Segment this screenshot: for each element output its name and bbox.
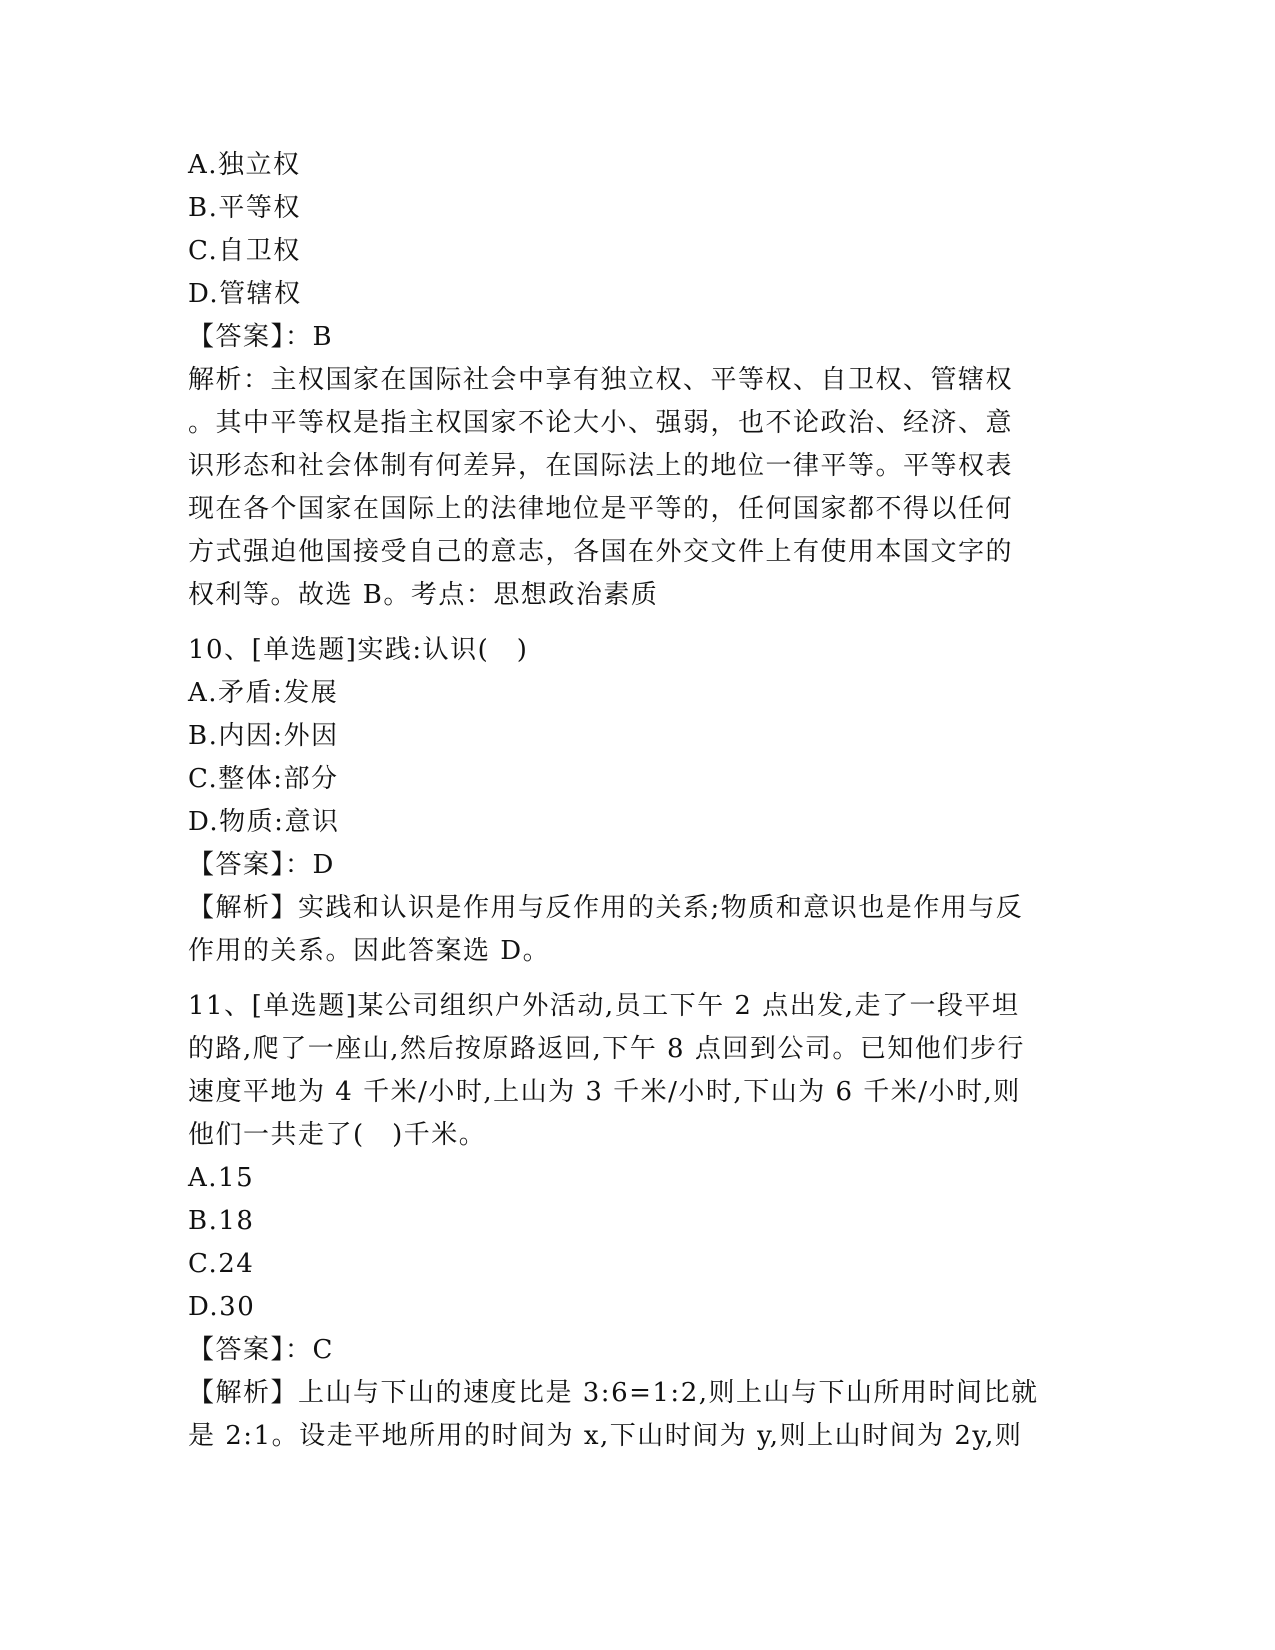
analysis-line: 现在各个国家在国际上的法律地位是平等的，任何国家都不得以任何 bbox=[188, 494, 1014, 524]
answer: 【答案】：D bbox=[188, 850, 335, 880]
analysis-line: 。其中平等权是指主权国家不论大小、强弱，也不论政治、经济、意 bbox=[188, 408, 1014, 438]
option-d: D.物质:意识 bbox=[188, 807, 340, 837]
question-stem: 他们一共走了( )千米。 bbox=[188, 1120, 487, 1150]
spacer bbox=[188, 617, 1068, 629]
question-9 bbox=[188, 144, 1068, 617]
question-10 bbox=[188, 629, 1068, 973]
question-stem: 的路,爬了一座山,然后按原路返回,下午 8 点回到公司。已知他们步行 bbox=[188, 1034, 1025, 1064]
option-b: B.18 bbox=[188, 1206, 255, 1236]
page-content bbox=[188, 144, 1068, 1458]
question-11 bbox=[188, 985, 1068, 1458]
analysis-line: 方式强迫他国接受自己的意志，各国在外交文件上有使用本国文字的 bbox=[188, 537, 1014, 567]
spacer bbox=[188, 973, 1068, 985]
option-c: C.24 bbox=[188, 1249, 255, 1279]
option-a: A.15 bbox=[188, 1163, 255, 1193]
analysis-line: 解析：主权国家在国际社会中享有独立权、平等权、自卫权、管辖权 bbox=[188, 365, 1014, 395]
option-d: D.管辖权 bbox=[188, 279, 302, 309]
answer: 【答案】：C bbox=[188, 1335, 334, 1365]
option-a: A.独立权 bbox=[188, 150, 301, 180]
analysis-line: 识形态和社会体制有何差异，在国际法上的地位一律平等。平等权表 bbox=[188, 451, 1014, 481]
option-b: B.平等权 bbox=[188, 193, 301, 223]
analysis-line: 是 2:1。设走平地所用的时间为 x,下山时间为 y,则上山时间为 2y,则 bbox=[188, 1421, 1023, 1451]
option-b: B.内因:外因 bbox=[188, 721, 339, 751]
analysis-line: 【解析】上山与下山的速度比是 3:6=1:2,则上山与下山所用时间比就 bbox=[188, 1378, 1039, 1408]
analysis-line: 权利等。故选 B。考点：思想政治素质 bbox=[188, 580, 659, 610]
answer: 【答案】：B bbox=[188, 322, 334, 352]
question-stem: 速度平地为 4 千米/小时,上山为 3 千米/小时,下山为 6 千米/小时,则 bbox=[188, 1077, 1021, 1107]
option-c: C.整体:部分 bbox=[188, 764, 339, 794]
option-d: D.30 bbox=[188, 1292, 256, 1322]
option-a: A.矛盾:发展 bbox=[188, 678, 339, 708]
question-stem: 11、[单选题]某公司组织户外活动,员工下午 2 点出发,走了一段平坦 bbox=[188, 991, 1020, 1021]
analysis-line: 【解析】实践和认识是作用与反作用的关系;物质和意识也是作用与反 bbox=[188, 893, 1024, 923]
option-c: C.自卫权 bbox=[188, 236, 301, 266]
analysis-line: 作用的关系。因此答案选 D。 bbox=[188, 936, 551, 966]
question-stem: 10、[单选题]实践:认识( ) bbox=[188, 635, 529, 665]
